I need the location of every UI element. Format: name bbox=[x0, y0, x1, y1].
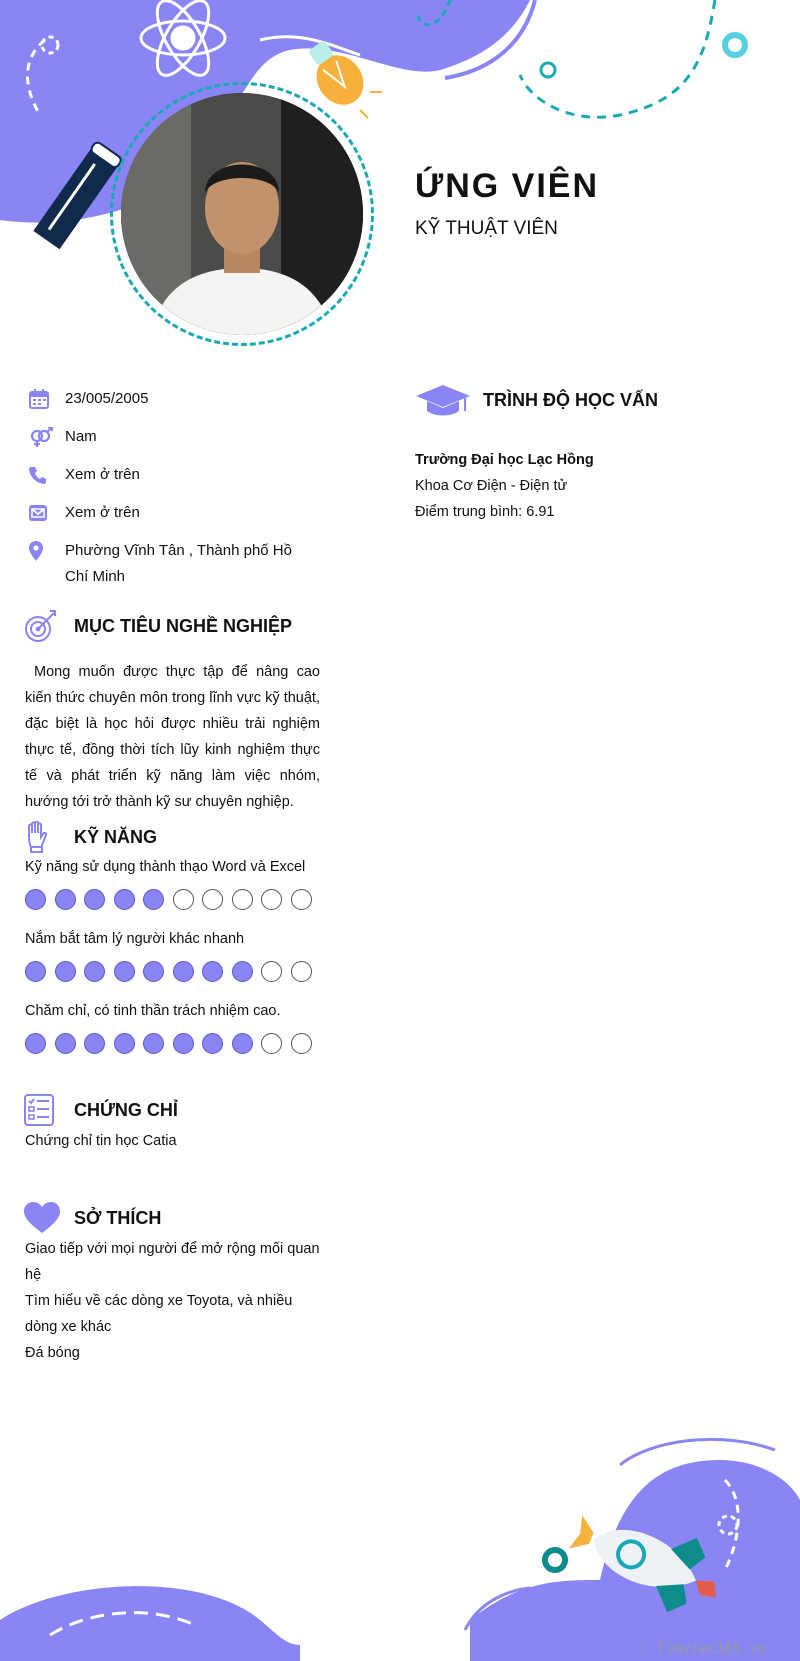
email-icon bbox=[25, 500, 65, 526]
skill-rating bbox=[25, 889, 320, 910]
objective-heading bbox=[24, 606, 292, 646]
rating-dot-filled bbox=[232, 961, 253, 982]
rating-dot-filled bbox=[84, 889, 105, 910]
contact-item-address bbox=[25, 538, 325, 590]
rating-dot-empty bbox=[202, 889, 223, 910]
gpa-text: Điểm trung bình: 6.91 bbox=[415, 504, 555, 520]
rating-dot-filled bbox=[55, 961, 76, 982]
skill-rating bbox=[25, 961, 320, 982]
gender-text: Nam bbox=[65, 428, 97, 445]
rating-dot-filled bbox=[55, 1033, 76, 1054]
certificate-item: Chứng chỉ tin học Catia bbox=[25, 1133, 177, 1149]
hobby-list bbox=[25, 1236, 320, 1366]
birthday-text: 23/005/2005 bbox=[65, 390, 149, 407]
calendar-icon bbox=[25, 386, 65, 412]
skills-title: KỸ NĂNG bbox=[74, 826, 158, 847]
skill-name: Nắm bắt tâm lý người khác nhanh bbox=[25, 931, 245, 947]
rating-dot-filled bbox=[173, 1033, 194, 1054]
objective-title: MỤC TIÊU NGHỀ NGHIỆP bbox=[74, 615, 293, 636]
rating-dot-filled bbox=[143, 889, 164, 910]
skills-heading bbox=[24, 817, 157, 857]
candidate-position: KỸ THUẬT VIÊN bbox=[415, 218, 558, 239]
rating-dot-empty bbox=[291, 889, 312, 910]
rating-dot-empty bbox=[261, 1033, 282, 1054]
person-photo-icon bbox=[121, 93, 363, 335]
school-name: Trường Đại học Lạc Hồng bbox=[415, 452, 594, 468]
rating-dot-filled bbox=[84, 961, 105, 982]
major-text: Khoa Cơ Điện - Điện tử bbox=[415, 478, 568, 494]
rating-dot-filled bbox=[25, 889, 46, 910]
rating-dot-filled bbox=[143, 961, 164, 982]
rating-dot-filled bbox=[114, 961, 135, 982]
rating-dot-empty bbox=[261, 889, 282, 910]
gender-icon bbox=[25, 424, 65, 450]
hobby-item: Đá bóng bbox=[25, 1345, 80, 1361]
rating-dot-filled bbox=[84, 1033, 105, 1054]
rating-dot-filled bbox=[25, 961, 46, 982]
rating-dot-filled bbox=[232, 1033, 253, 1054]
contact-item-phone bbox=[25, 462, 325, 488]
contact-list bbox=[25, 386, 325, 602]
rating-dot-filled bbox=[114, 889, 135, 910]
rating-dot-filled bbox=[202, 961, 223, 982]
target-icon bbox=[24, 606, 74, 646]
rating-dot-empty bbox=[173, 889, 194, 910]
skill-rating bbox=[25, 1033, 320, 1054]
rating-dot-filled bbox=[173, 961, 194, 982]
graduation-cap-icon bbox=[415, 380, 483, 420]
contact-item-gender bbox=[25, 424, 325, 450]
objective-text: Mong muốn được thực tập để nâng cao kiến thức chuyên môn trong lĩnh vực kỹ thuật, đặc biệt là học hỏi được nhiều trải nghiệm thực tế, đồng thời tích lũy kinh nghiệm thực tế và phát triển kỹ năng làm việc nhóm, hướng tới trở thành kỹ sư chuyên nghiệp. bbox=[25, 664, 320, 810]
phone-icon bbox=[25, 462, 65, 488]
hobbies-heading bbox=[24, 1198, 161, 1238]
education-title: TRÌNH ĐỘ HỌC VẤN bbox=[483, 389, 658, 410]
rating-dot-filled bbox=[202, 1033, 223, 1054]
avatar-frame bbox=[110, 82, 374, 346]
rating-dot-filled bbox=[55, 889, 76, 910]
rating-dot-empty bbox=[291, 961, 312, 982]
hobbies-title: SỞ THÍCH bbox=[74, 1207, 162, 1228]
hobby-item: Tìm hiểu về các dòng xe Toyota, và nhiều dòng xe khác bbox=[25, 1293, 293, 1335]
heart-icon bbox=[24, 1198, 74, 1238]
checklist-icon bbox=[24, 1090, 74, 1130]
rating-dot-empty bbox=[232, 889, 253, 910]
education-heading bbox=[415, 380, 658, 420]
rating-dot-empty bbox=[291, 1033, 312, 1054]
email-text: Xem ở trên bbox=[65, 504, 140, 521]
contact-item-email bbox=[25, 500, 325, 526]
address-text: Phường Vĩnh Tân , Thành phố Hồ Chí Minh bbox=[65, 542, 292, 585]
location-icon bbox=[25, 538, 65, 564]
watermark-text: ∴ Timviec365.vn bbox=[640, 1641, 767, 1657]
rating-dot-filled bbox=[25, 1033, 46, 1054]
skill-name: Kỹ năng sử dụng thành thạo Word và Excel bbox=[25, 859, 306, 875]
skill-name: Chăm chỉ, có tinh thần trách nhiệm cao. bbox=[25, 1003, 281, 1019]
hand-icon bbox=[24, 817, 74, 857]
rating-dot-empty bbox=[261, 961, 282, 982]
footer-decoration bbox=[0, 1420, 800, 1661]
rating-dot-filled bbox=[143, 1033, 164, 1054]
candidate-name: ỨNG VIÊN bbox=[415, 167, 600, 205]
certificates-heading bbox=[24, 1090, 178, 1130]
education-entry bbox=[415, 447, 594, 525]
hobby-item: Giao tiếp với mọi người để mở rộng mối quan hệ bbox=[25, 1241, 320, 1283]
certificates-title: CHỨNG CHỈ bbox=[74, 1099, 178, 1120]
phone-text: Xem ở trên bbox=[65, 466, 140, 483]
rating-dot-filled bbox=[114, 1033, 135, 1054]
avatar bbox=[121, 93, 363, 335]
contact-item-birthday bbox=[25, 386, 325, 412]
